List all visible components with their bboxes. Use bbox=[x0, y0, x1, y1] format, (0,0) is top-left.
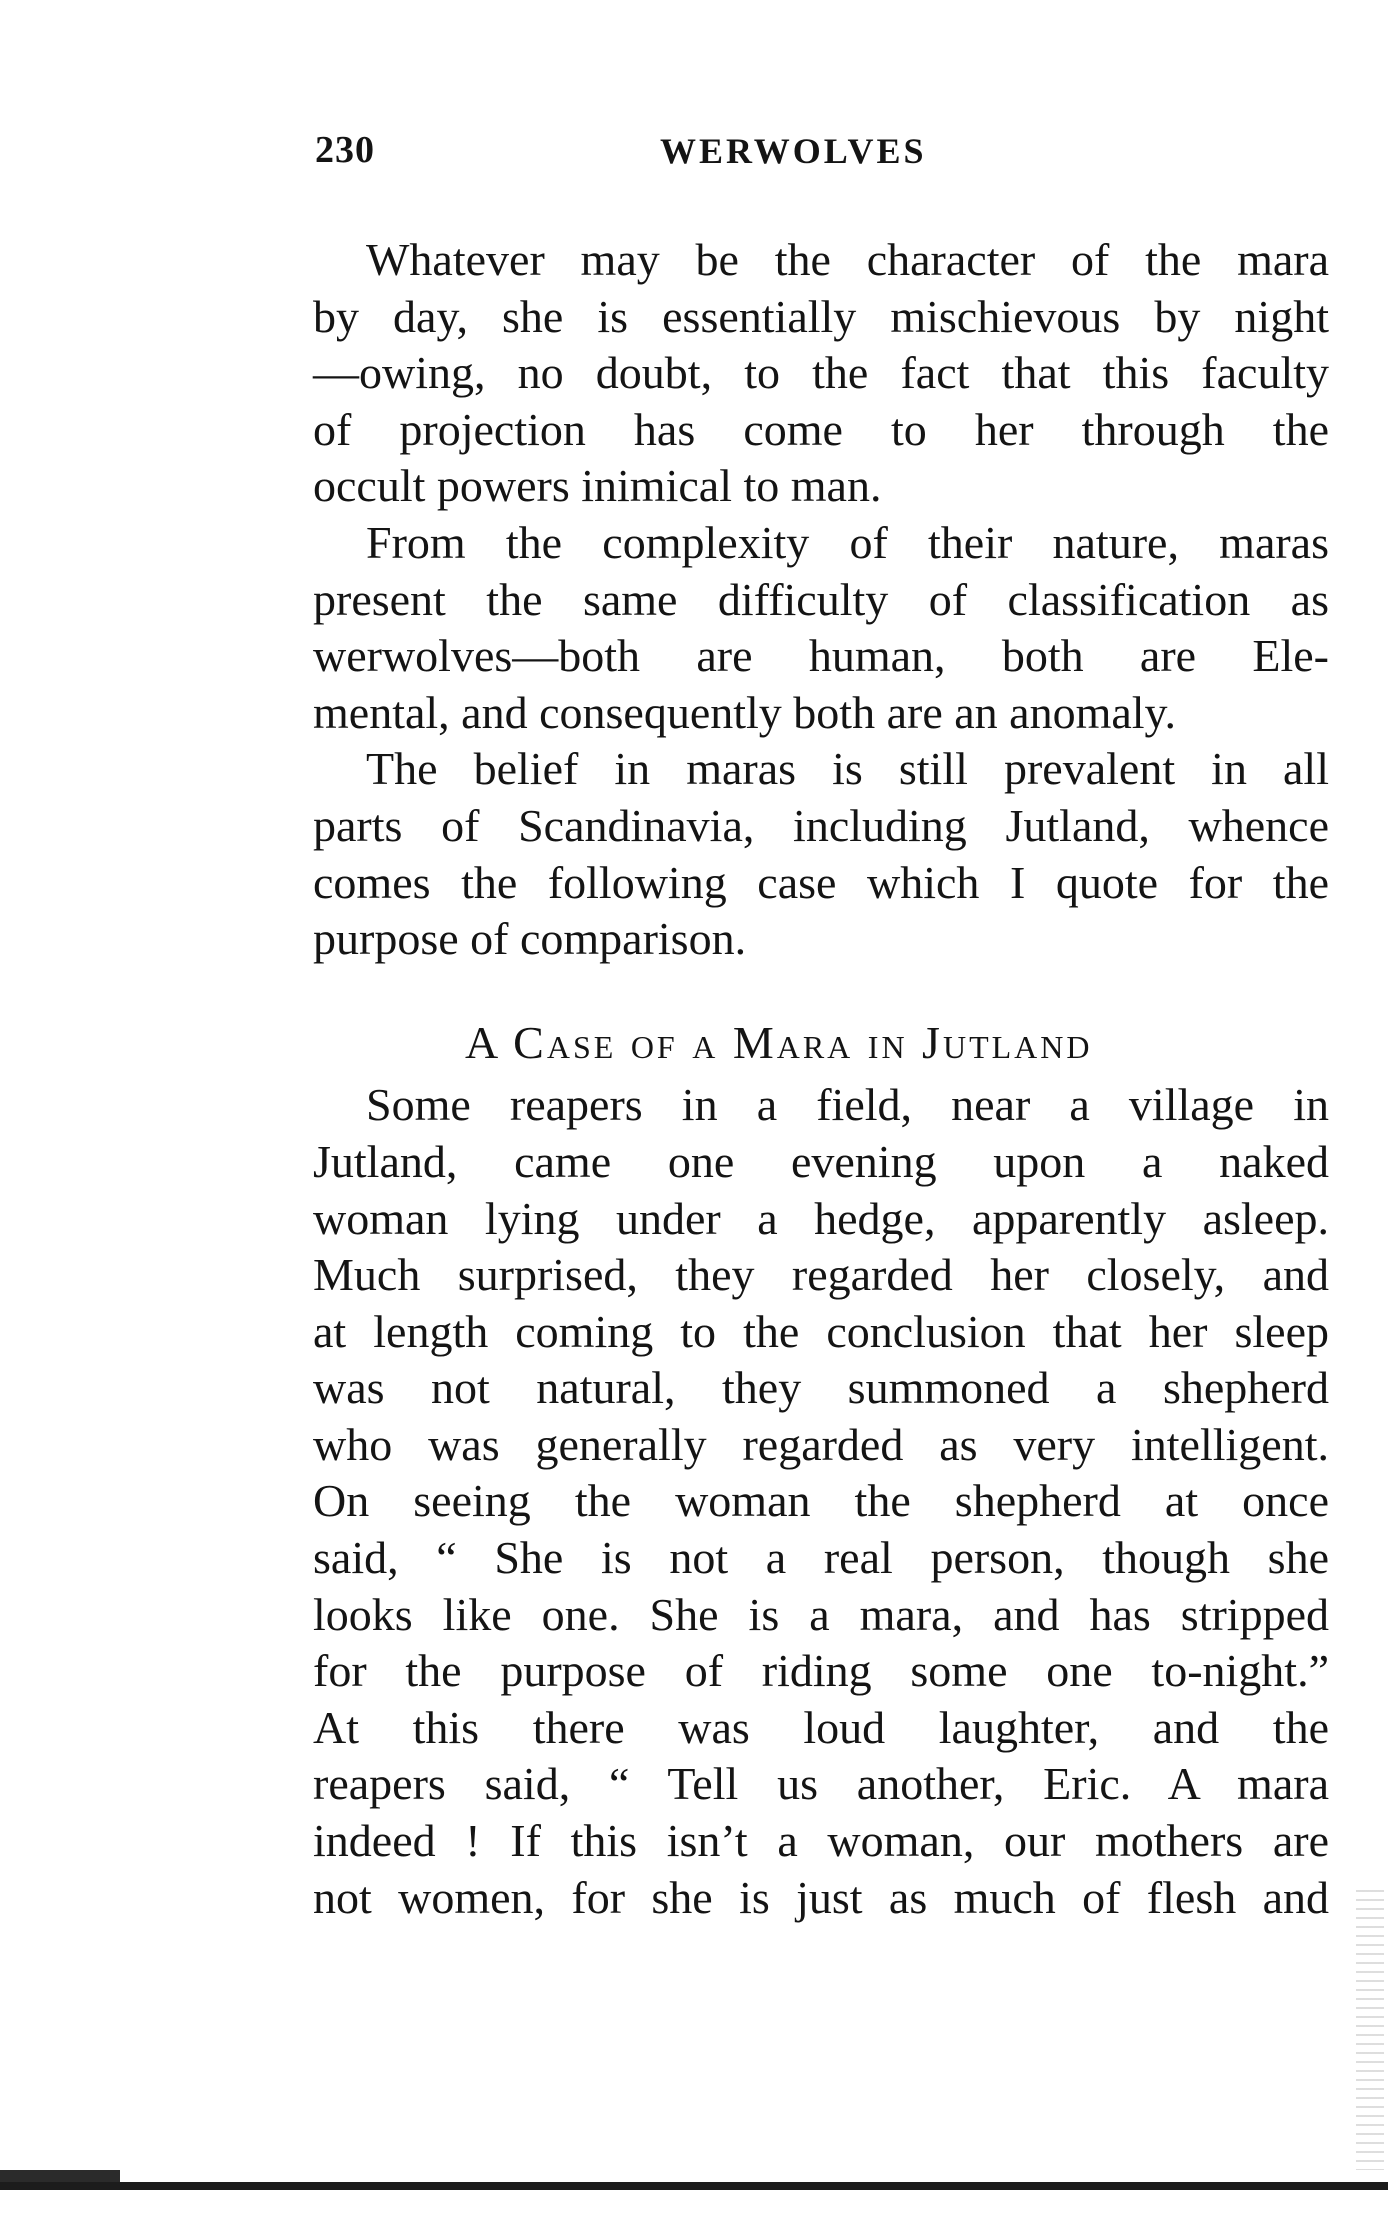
text-line: at length coming to the conclusion that her sleep bbox=[313, 1305, 1329, 1357]
paragraph bbox=[313, 741, 1329, 967]
text-line: reapers said, “ Tell us another, Eric. A mara bbox=[313, 1758, 1329, 1810]
text-line: was not natural, they summoned a shepherd bbox=[313, 1362, 1329, 1414]
page-number: 230 bbox=[315, 129, 375, 171]
text-line: Jutland, came one evening upon a naked bbox=[313, 1135, 1329, 1187]
paragraph bbox=[313, 515, 1329, 741]
text-line: On seeing the woman the shepherd at once bbox=[313, 1475, 1329, 1527]
text-line: —owing, no doubt, to the fact that this faculty bbox=[313, 347, 1329, 399]
text-line: Some reapers in a field, near a village in bbox=[366, 1079, 1329, 1131]
text-line: werwolves—both are human, both are Ele- bbox=[313, 630, 1329, 682]
text-line: who was generally regarded as very intelligent. bbox=[313, 1418, 1329, 1470]
text-line: comes the following case which I quote for the bbox=[313, 856, 1329, 908]
text-line: looks like one. She is a mara, and has stripped bbox=[313, 1588, 1329, 1640]
text-line: by day, she is essentially mischievous by night bbox=[313, 290, 1329, 342]
running-head: WERWOLVES bbox=[660, 131, 927, 171]
text-line: parts of Scandinavia, including Jutland, whence bbox=[313, 799, 1329, 851]
text-line: At this there was loud laughter, and the bbox=[313, 1701, 1329, 1753]
text-line: said, “ She is not a real person, though she bbox=[313, 1532, 1329, 1584]
text-line: mental, and consequently both are an anomaly. bbox=[313, 686, 1177, 738]
paragraph bbox=[313, 232, 1329, 515]
text-line: Much surprised, they regarded her closely, and bbox=[313, 1249, 1329, 1301]
text-line: purpose of comparison. bbox=[313, 913, 747, 965]
text-line: woman lying under a hedge, apparently asleep. bbox=[313, 1192, 1329, 1244]
scan-speckle bbox=[1356, 1890, 1384, 2170]
body-text bbox=[313, 232, 1329, 1926]
text-line: for the purpose of riding some one to-night.” bbox=[313, 1645, 1329, 1697]
page-header bbox=[315, 128, 1325, 188]
text-line: of projection has come to her through the bbox=[313, 403, 1329, 455]
text-line: The belief in maras is still prevalent in all bbox=[366, 743, 1329, 795]
text-line: not women, for she is just as much of flesh and bbox=[313, 1871, 1329, 1923]
text-line: present the same difficulty of classification as bbox=[313, 573, 1329, 625]
section-title: A Case of a Mara in Jutland bbox=[465, 1016, 1093, 1068]
text-line: From the complexity of their nature, maras bbox=[366, 516, 1329, 568]
paragraph bbox=[313, 1077, 1329, 1926]
text-line: indeed ! If this isn’t a woman, our mothers are bbox=[313, 1815, 1329, 1867]
text-line: Whatever may be the character of the mara bbox=[366, 234, 1329, 285]
scan-bottom-edge bbox=[0, 2182, 1388, 2190]
text-line: occult powers inimical to man. bbox=[313, 460, 882, 512]
